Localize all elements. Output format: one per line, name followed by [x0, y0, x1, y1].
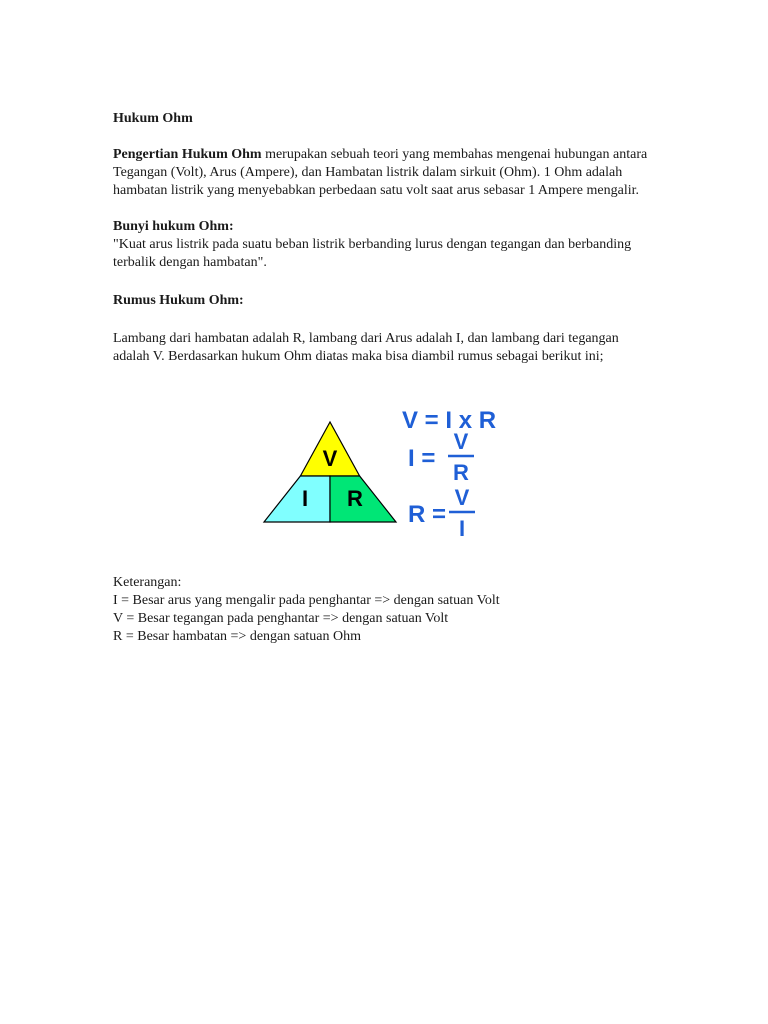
formula-r-numerator: V	[454, 485, 470, 510]
rumus-heading: Rumus Hukum Ohm:	[113, 293, 244, 308]
triangle-label-v: V	[322, 446, 338, 471]
triangle-bottom-left-region	[264, 476, 330, 522]
bunyi-heading: Bunyi hukum Ohm:	[113, 219, 234, 234]
bunyi-quote: "Kuat arus listrik pada suatu beban listrik berbanding lurus dengan tegangan dan berbanding terbalik dengan hambatan".	[113, 237, 632, 270]
ohm-triangle-diagram	[262, 404, 512, 546]
triangle-bottom-right-region	[330, 476, 396, 522]
keterangan-line-r: R = Besar hambatan => dengan satuan Ohm	[113, 629, 362, 644]
pengertian-lead: Pengertian Hukum Ohm	[113, 147, 262, 162]
keterangan-line-i: I = Besar arus yang mengalir pada penghantar => dengan satuan Volt	[113, 593, 500, 608]
keterangan-line-v: V = Besar tegangan pada penghantar => dengan satuan Volt	[113, 611, 449, 626]
triangle-label-r: R	[347, 486, 363, 511]
ohm-law-figure	[262, 404, 512, 546]
pengertian-text: merupakan sebuah teori yang membahas mengenai hubungan antara Tegangan (Volt), Arus (Ampere), dan Hambatan listrik dalam sirkuit (Ohm). 1 Ohm adalah hambatan listrik yang menyebabkan perbedaan satu volt saat arus sebasar 1 Ampere mengalir.	[113, 147, 648, 198]
keterangan-section	[113, 574, 653, 646]
pengertian-paragraph	[113, 146, 653, 200]
formula-i-numerator: V	[453, 429, 469, 454]
document-body	[113, 110, 653, 366]
triangle-label-i: I	[301, 486, 309, 511]
formula-r-denominator: I	[458, 516, 466, 541]
keterangan-heading: Keterangan:	[113, 575, 182, 590]
formula-i-lhs: I =	[408, 445, 436, 472]
rumus-intro: Lambang dari hambatan adalah R, lambang dari Arus adalah I, dan lambang dari tegangan adalah V. Berdasarkan hukum Ohm diatas maka bisa diambil rumus sebagai berikut ini;	[113, 331, 619, 364]
formula-r-lhs: R =	[408, 501, 447, 528]
formula-v-equals-i-times-r: V = I x R	[402, 407, 497, 434]
page-title: Hukum Ohm	[113, 111, 193, 126]
formula-i-denominator: R	[453, 460, 469, 485]
